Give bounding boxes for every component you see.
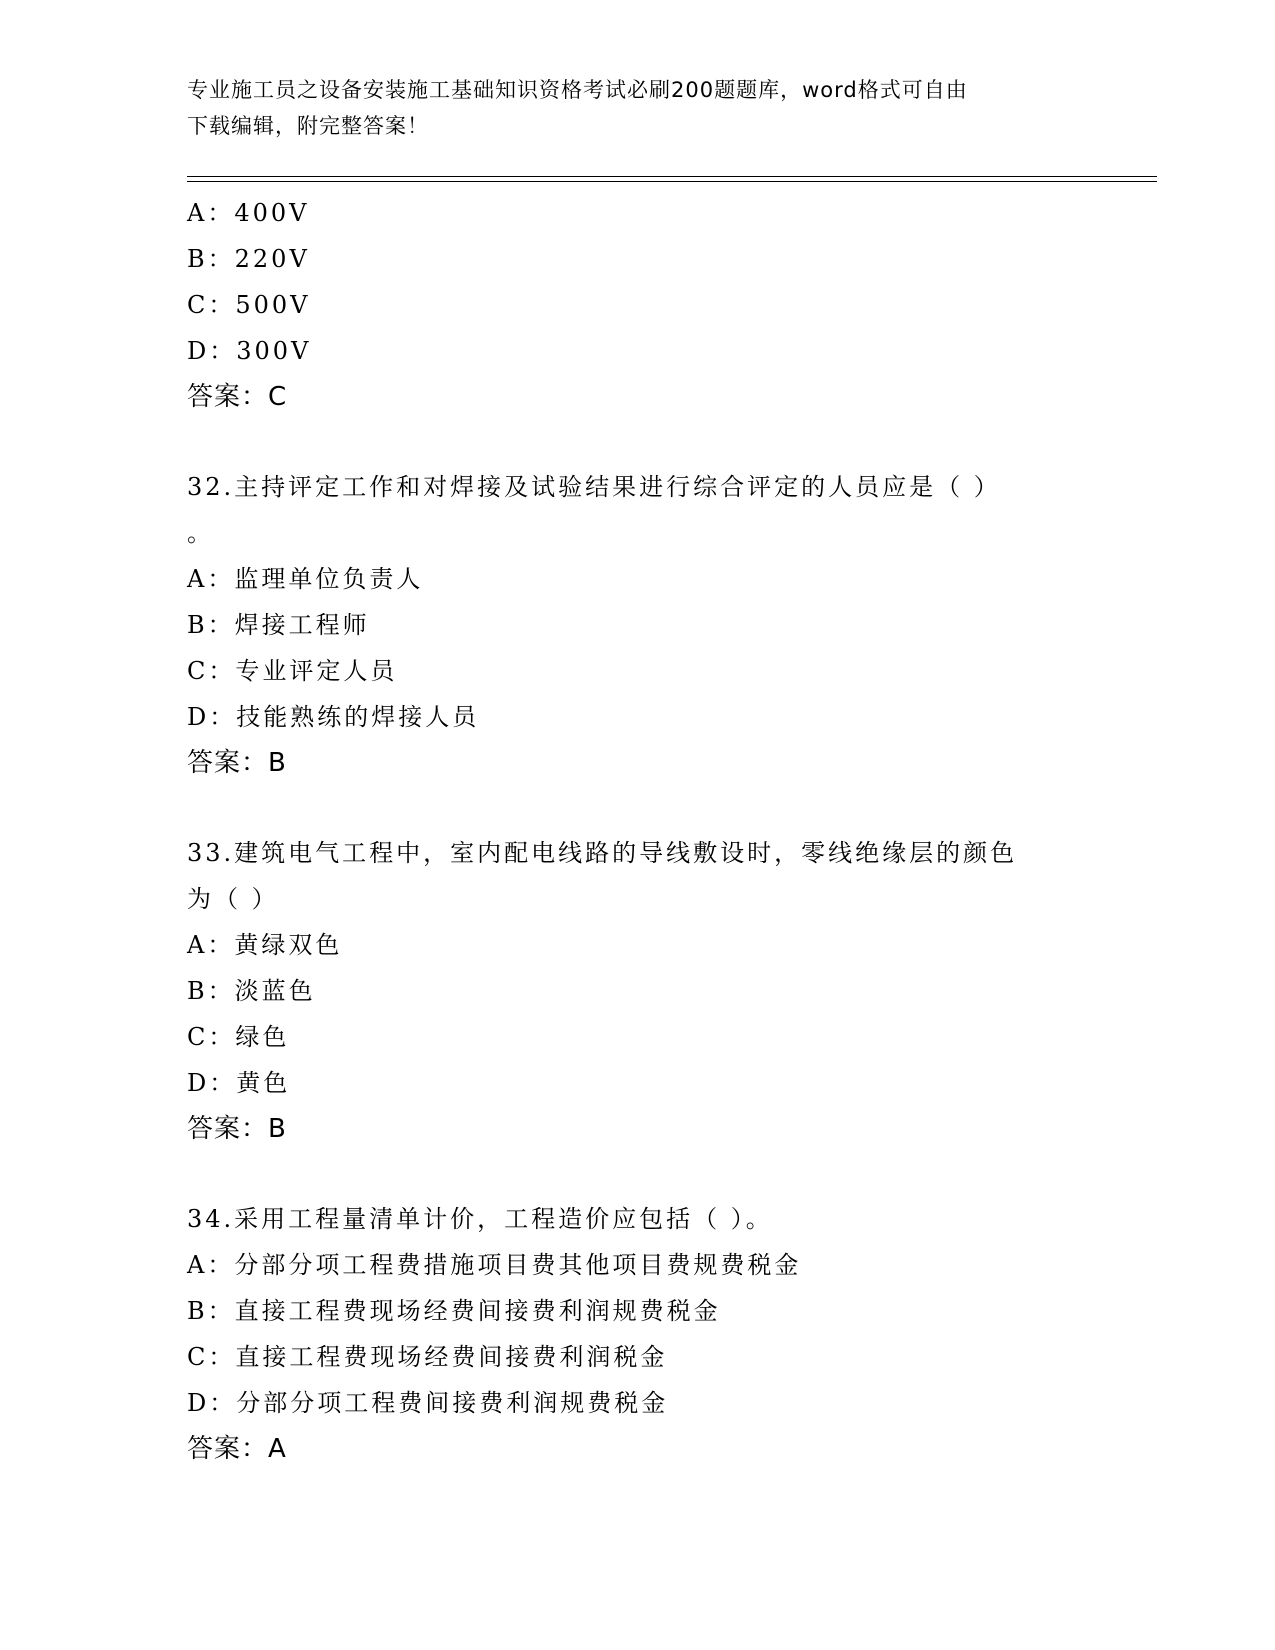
question-title-continued: 为（ ） <box>187 885 279 913</box>
option-b: B：淡蓝色 <box>187 977 316 1005</box>
question-list <box>187 190 1087 1472</box>
question-block <box>187 1196 1087 1472</box>
question-block <box>187 464 1087 786</box>
header-rule-top <box>187 176 1157 177</box>
option-a: A：分部分项工程费措施项目费其他项目费规费税金 <box>187 1251 802 1279</box>
option-d: D：分部分项工程费间接费利润规费税金 <box>187 1389 669 1417</box>
option-d: D：300V <box>187 337 312 365</box>
option-c: C：500V <box>187 291 311 319</box>
header-rule-bottom <box>187 181 1157 182</box>
question-block <box>187 830 1087 1152</box>
document-header <box>187 72 1087 144</box>
option-d: D：黄色 <box>187 1069 291 1097</box>
option-b: B：焊接工程师 <box>187 611 370 639</box>
question-title: 32.主持评定工作和对焊接及试验结果进行综合评定的人员应是（ ） <box>187 473 1001 501</box>
question-title: 33.建筑电气工程中，室内配电线路的导线敷设时，零线绝缘层的颜色 <box>187 839 1018 867</box>
question-title-continued: 。 <box>187 519 214 547</box>
option-a: A：400V <box>187 199 310 227</box>
header-title-line-2: 下载编辑，附完整答案！ <box>187 114 429 138</box>
answer-line: 答案：C <box>187 382 288 412</box>
question-title: 34.采用工程量清单计价，工程造价应包括（ ）。 <box>187 1205 773 1233</box>
answer-line: 答案：A <box>187 1434 287 1464</box>
option-a: A：监理单位负责人 <box>187 565 424 593</box>
option-c: C：专业评定人员 <box>187 657 398 685</box>
answer-line: 答案：B <box>187 748 287 778</box>
spacer <box>187 786 1087 830</box>
question-block <box>187 190 1087 420</box>
option-d: D：技能熟练的焊接人员 <box>187 703 480 731</box>
option-b: B：220V <box>187 245 310 273</box>
option-c: C：直接工程费现场经费间接费利润税金 <box>187 1343 668 1371</box>
option-c: C：绿色 <box>187 1023 290 1051</box>
option-b: B：直接工程费现场经费间接费利润规费税金 <box>187 1297 721 1325</box>
spacer <box>187 420 1087 464</box>
header-title-line-1: 专业施工员之设备安装施工基础知识资格考试必刷200题题库，word格式可自由 <box>187 78 968 102</box>
spacer <box>187 1152 1087 1196</box>
answer-line: 答案：B <box>187 1114 287 1144</box>
option-a: A：黄绿双色 <box>187 931 343 959</box>
